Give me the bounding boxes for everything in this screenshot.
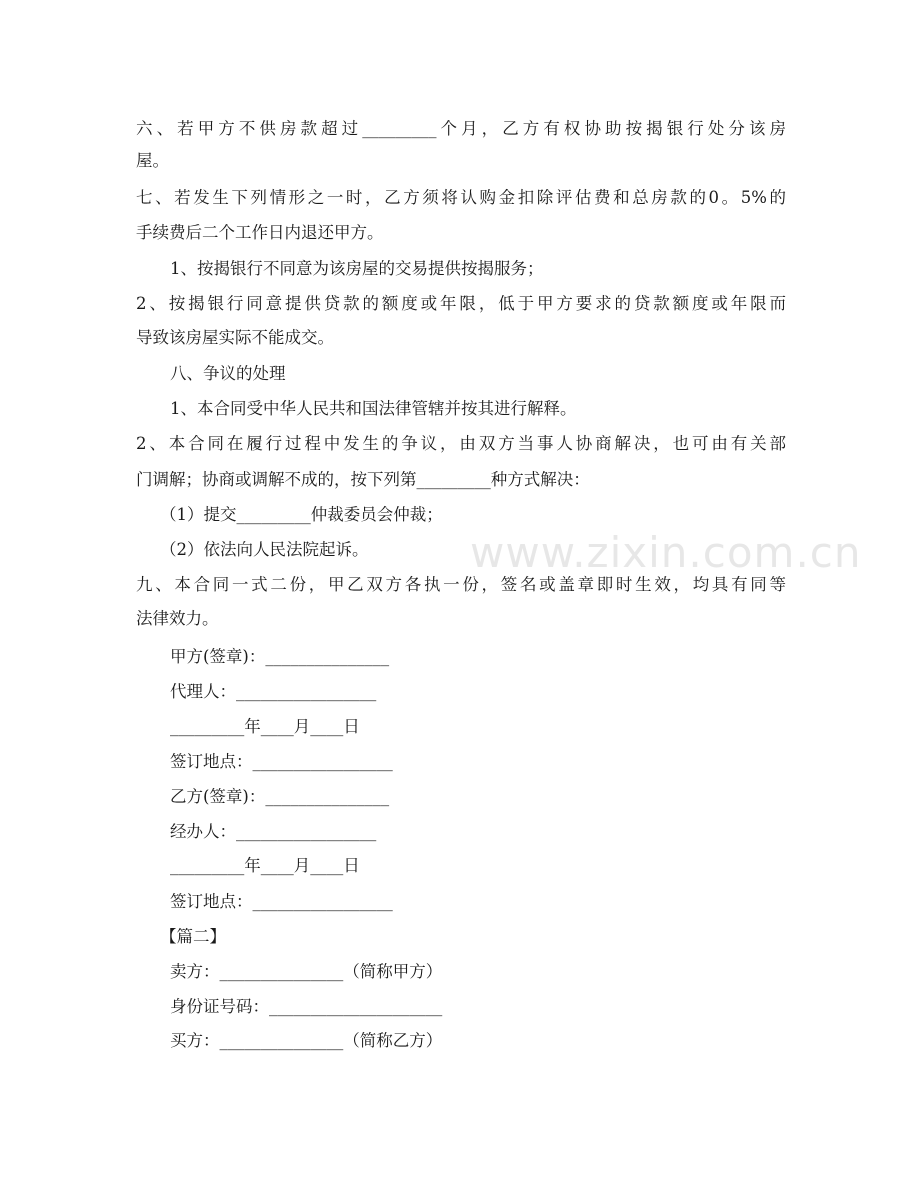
party-a-agent: 代理人：_________________: [170, 682, 377, 701]
clause-8-option-1: （1）提交_________仲裁委员会仲裁；: [160, 505, 443, 524]
seller-line: 卖方：_______________（简称甲方）: [170, 962, 443, 981]
clause-6-line-1: 六、若甲方不供房款超过_________个月，乙方有权协助按揭银行处分该房: [136, 119, 786, 138]
party-b-date: _________年____月____日: [170, 856, 360, 875]
id-number-line: 身份证号码：_____________________: [170, 997, 443, 1016]
clause-9-line-1: 九、本合同一式二份，甲乙双方各执一份，签名或盖章即时生效，均具有同等: [136, 575, 786, 594]
clause-8-option-2: （2）依法向人民法院起诉。: [160, 540, 369, 559]
clause-6-line-2: 屋。: [136, 151, 169, 170]
section-heading: 【篇二】: [160, 927, 226, 946]
party-b-place: 签订地点：_________________: [170, 892, 393, 911]
clause-8-item-1: 1、本合同受中华人民共和国法律管辖并按其进行解释。: [170, 399, 577, 418]
clause-7-line-1: 七、若发生下列情形之一时，乙方须将认购金扣除评估费和总房款的0。5%的: [136, 188, 786, 207]
buyer-line: 买方：_______________（简称乙方）: [170, 1031, 443, 1050]
party-a-date: _________年____月____日: [170, 717, 360, 736]
clause-7-item-2-line-1: 2、按揭银行同意提供贷款的额度或年限，低于甲方要求的贷款额度或年限而: [136, 294, 786, 313]
clause-8-item-2-line-2: 门调解；协商或调解不成的，按下列第_________种方式解决：: [136, 470, 590, 489]
party-b-signature: 乙方(签章)：_______________: [170, 787, 390, 806]
clause-8-heading: 八、争议的处理: [170, 364, 286, 383]
party-a-signature: 甲方(签章)：_______________: [170, 647, 390, 666]
clause-9-line-2: 法律效力。: [136, 609, 219, 628]
clause-7-line-2: 手续费后二个工作日内退还甲方。: [136, 223, 384, 242]
clause-7-item-1: 1、按揭银行不同意为该房屋的交易提供按揭服务；: [170, 259, 544, 278]
party-b-handler: 经办人：_________________: [170, 822, 377, 841]
watermark: www.zixin.com.cn: [470, 528, 862, 577]
clause-8-item-2-line-1: 2、本合同在履行过程中发生的争议，由双方当事人协商解决，也可由有关部: [136, 434, 786, 453]
clause-7-item-2-line-2: 导致该房屋实际不能成交。: [136, 328, 334, 347]
party-a-place: 签订地点：_________________: [170, 752, 393, 771]
